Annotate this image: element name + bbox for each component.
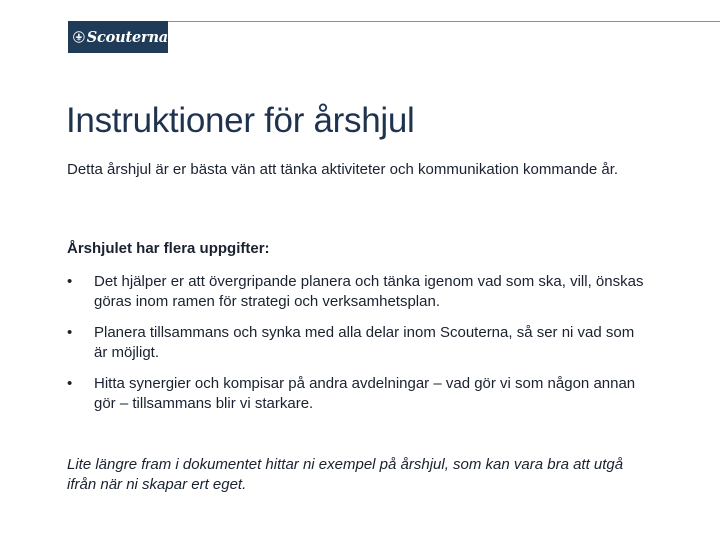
list-item-text: Hitta synergier och kompisar på andra avdelningar – vad gör vi som någon annan gör – tillsammans blir vi starkare.	[94, 375, 636, 412]
bullet-marker: •	[67, 273, 73, 290]
list-item	[67, 323, 647, 362]
intro-paragraph: Detta årshjul är er bästa vän att tänka aktiviteter och kommunikation kommande år.	[67, 161, 619, 178]
bullet-marker: •	[67, 324, 73, 341]
page-title: Instruktioner för årshjul	[66, 101, 415, 140]
scout-lily-icon	[73, 29, 85, 45]
scouterna-logo	[68, 21, 168, 53]
task-list	[67, 272, 647, 425]
logo-text: Scouterna	[86, 28, 168, 46]
list-item-text: Planera tillsammans och synka med alla delar inom Scouterna, så ser ni vad som är möjligt.	[94, 324, 635, 361]
list-item	[67, 374, 647, 413]
list-item-text: Det hjälper er att övergripande planera och tänka igenom vad som ska, vill, önskas göras inom ramen för strategi och verksamhetsplan.	[94, 273, 644, 310]
tasks-subheading: Årshjulet har flera uppgifter:	[67, 240, 270, 257]
bullet-marker: •	[67, 375, 73, 392]
list-item	[67, 272, 647, 311]
header-divider	[168, 21, 720, 22]
closing-note: Lite längre fram i dokumentet hittar ni exempel på årshjul, som kan vara bra att utgå ifrån när ni skapar ert eget.	[67, 456, 624, 493]
